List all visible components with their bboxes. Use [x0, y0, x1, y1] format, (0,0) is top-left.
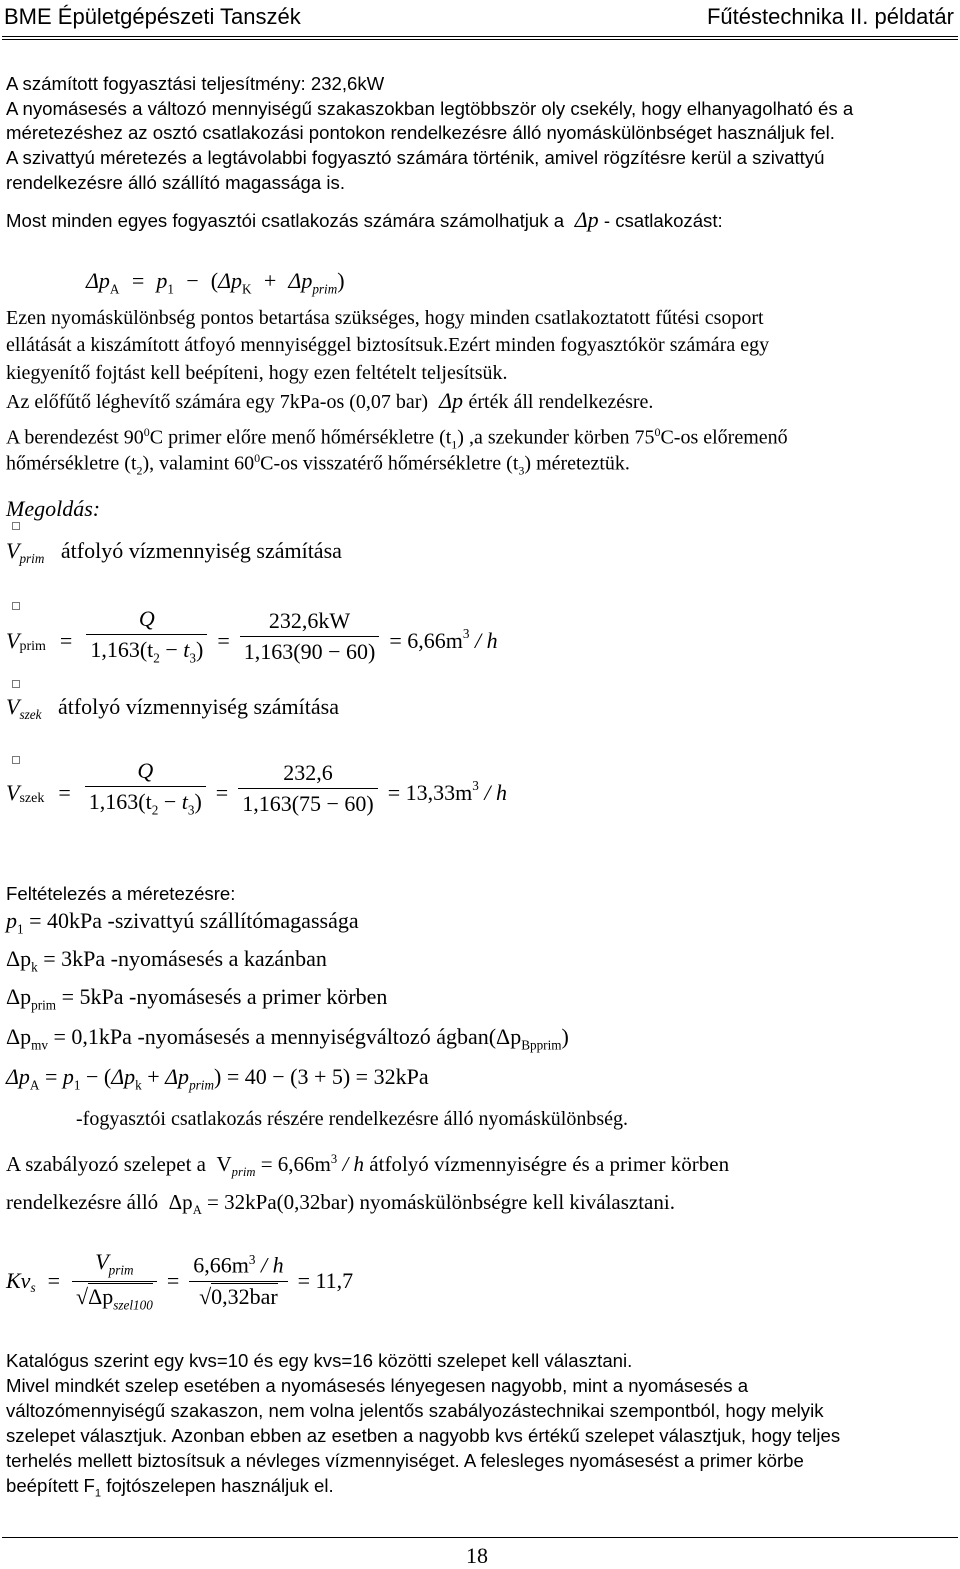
assumption-pa: $\Delta p_A = p_1 - (\Delta p_k + \Delta p_{prim}) = 40 - (3 + 5) = 32kPa$ — [6, 1064, 429, 1093]
dot-placeholder-icon — [12, 756, 20, 764]
final-line-3: változómennyiségű szakaszon, nem volna jelentős szabályozástechnikai szempontból, hogy melyik — [6, 1400, 824, 1421]
final-line-4: szelepet választjuk. Azonban ebben az esetben a nagyobb kvs értékű szelepet választjuk, hogy teljes — [6, 1425, 841, 1446]
formula-pa: $\Delta p_A = p_1 - (\Delta p_K + \Delta p_{prim})$ — [86, 268, 345, 297]
assumptions-title: Feltételezés a méretezésre: — [6, 883, 236, 904]
intro-line-1: A számított fogyasztási teljesítmény: 232,6kW — [6, 73, 385, 94]
vszek-title-line: $V_{szek}$ átfolyó vízmennyiség számítása — [6, 680, 339, 709]
final-line-5: terhelés mellett biztosítsuk a névleges vízmennyiséget. A felesleges nyomásesést a primer körbe — [6, 1450, 804, 1471]
header-title-left: BME Épületgépészeti Tanszék — [4, 4, 301, 29]
intro-line-6-tail: - csatlakozást: — [603, 210, 723, 231]
intro-line-2: A nyomásesés a változó mennyiségű szakaszokban legtöbbször oly csekély, hogy elhanyagolható és a — [6, 98, 854, 119]
final-line-2: Mivel mindkét szelep esetében a nyomásesés lényegesen nagyobb, mint a nyomásesés a — [6, 1375, 749, 1396]
para2-line-5: A berendezést $90^0C$ primer előre menő hőmérsékletre $(t_1)$ ,a szekunder körben $75^0C-os$ előremenő — [6, 425, 788, 452]
header-title-right: Fűtéstechnika II. példatár — [706, 4, 954, 29]
intro-line-5: rendelkezésre álló szállító magassága is. — [6, 172, 345, 193]
footer-rule — [2, 1537, 958, 1538]
assumption-pa-note: -fogyasztói csatlakozás részére rendelkezésre álló nyomáskülönbség. — [76, 1108, 628, 1130]
header-rule — [2, 36, 958, 37]
valve-line-1: A szabályozó szelepet a $V_{prim} = 6,66m^3 / h$ átfolyó vízmennyiségre és a primer körben — [6, 1152, 730, 1180]
intro-line-4: A szivattyú méretezés a legtávolabbi fogyasztó számára történik, amivel rögzítésre kerül a szivattyú — [6, 147, 825, 168]
intro-line-6: Most minden egyes fogyasztói csatlakozás számára számolhatjuk a Δp - csatlakozást: — [6, 207, 723, 232]
dot-placeholder-icon — [12, 522, 20, 530]
assumption-pk: $\Delta p_k = 3kPa$ -nyomásesés a kazánban — [6, 946, 327, 975]
dot-placeholder-icon — [12, 602, 20, 610]
header-rule-thin — [2, 39, 958, 40]
assumption-pprim: $\Delta p_{prim} = 5kPa$ -nyomásesés a primer körben — [6, 984, 388, 1013]
para2-line-1: Ezen nyomáskülönbség pontos betartása szükséges, hogy minden csatlakoztatott fűtési csoport — [6, 307, 764, 329]
solution-label: Megoldás: — [6, 496, 101, 521]
eq-vszek: V $_{szek}$ = $\frac{Q}{1,163(t_2 - t_3)}$ = $\frac{232,6}{1,163(75 - 60)}$ = 13,33m $^3$ / h — [6, 757, 508, 818]
para2-line-6: hőmérsékletre $(t_2)$, valamint $60^0C-os$ visszatérő hőmérsékletre $(t_3)$ méreteztük. — [6, 451, 630, 478]
valve-line-2: rendelkezésre álló $\Delta p_A = 32kPa(0,32bar)$ nyomáskülönbségre kell kiválasztani. — [6, 1190, 675, 1218]
vprim-title-line: $V_{prim}$ átfolyó vízmennyiség számítása — [6, 522, 342, 551]
dot-placeholder-icon — [12, 680, 20, 688]
eq-kv: Kv $_s$ = $\frac{V_{prim}}{√\Delta p_{szel100}}$ = $\frac{6,66m^3 / h}{\text{√0,32bar}}$ = 11,7 — [6, 1249, 354, 1312]
eq-vprim: V $_{prim}$ = $\frac{Q}{1,163(t_2 - t_3)}$ = $\frac{232,6kW}{1,163(90 - 60)}$ = 6,66m $^3$ / h — [6, 588, 498, 684]
para2-line-4: Az előfűtő léghevítő számára egy 7kPa-os (0,07 bar) Δp érték áll rendelkezésre. — [6, 388, 654, 413]
para2-line-2: ellátását a kiszámított átfoyó mennyiséggel biztosítsuk.Ezért minden fogyasztókör számára egy — [6, 334, 770, 356]
assumption-p1: $p_1 = 40kPa$ -szivattyú szállítómagassága — [6, 908, 359, 937]
intro-line-6-text: Most minden egyes fogyasztói csatlakozás számára számolhatjuk a — [6, 210, 565, 231]
page-number: 18 — [466, 1543, 488, 1568]
assumption-pmv: $\Delta p_{mv} = 0,1kPa$ -nyomásesés a mennyiségváltozó $ágban(\Delta p_{Bpprim})$ — [6, 1024, 569, 1053]
para2-line-3: kiegyenítő fojtást kell beépíteni, hogy ezen feltételt teljesítsük. — [6, 362, 508, 384]
intro-line-3: méretezéshez az osztó csatlakozási pontokon rendelkezésre álló nyomáskülönbséget használjuk fel. — [6, 122, 835, 143]
final-line-6: beépített $F_1$ fojtószelepen használjuk el. — [6, 1475, 334, 1500]
final-line-1: Katalógus szerint egy kvs=10 és egy kvs=16 közötti szelepet kell választani. — [6, 1350, 633, 1371]
